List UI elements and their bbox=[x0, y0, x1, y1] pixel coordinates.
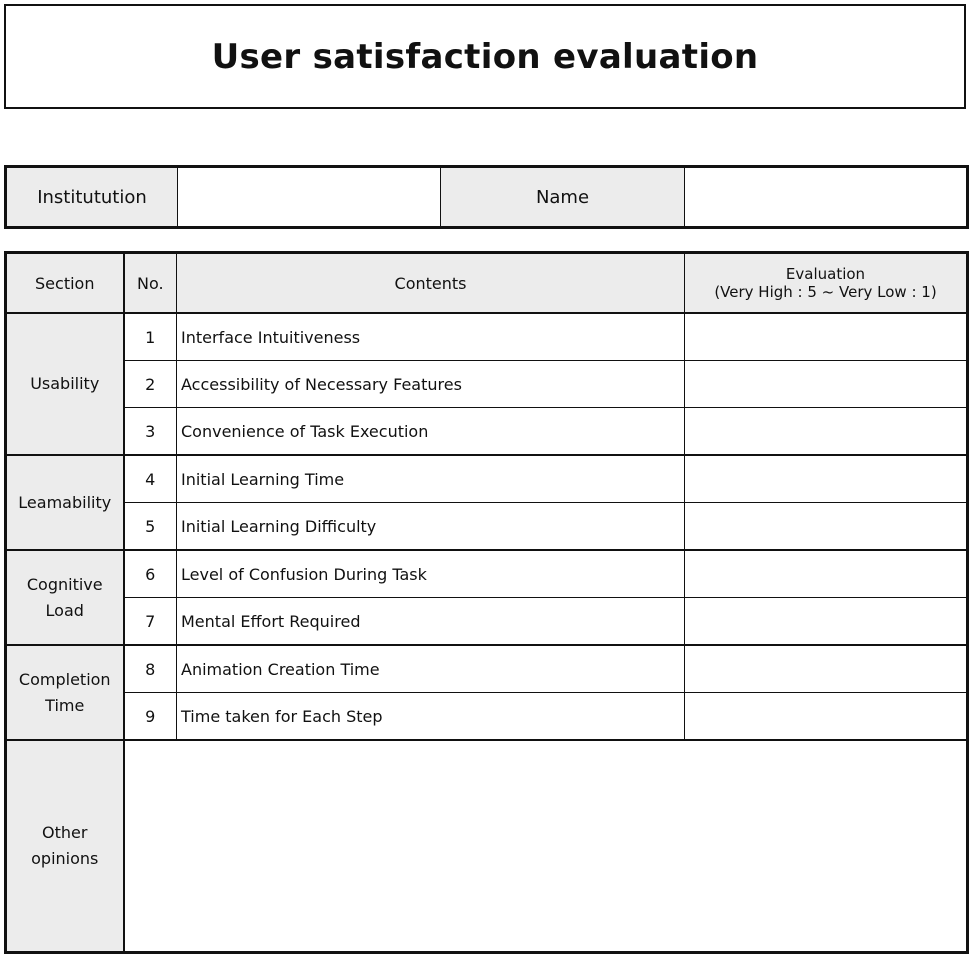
item-number: 9 bbox=[124, 693, 177, 741]
header-no: No. bbox=[124, 253, 177, 314]
header-evaluation bbox=[685, 253, 968, 314]
table-row bbox=[6, 503, 968, 551]
institution-label: Institutution bbox=[6, 167, 178, 228]
score-field[interactable] bbox=[685, 693, 968, 741]
header-contents: Contents bbox=[177, 253, 685, 314]
section-completion-time-line1: Completion bbox=[18, 669, 111, 689]
table-row bbox=[6, 645, 968, 693]
item-content: Initial Learning Difficulty bbox=[177, 503, 685, 551]
score-field[interactable] bbox=[685, 313, 968, 361]
table-row bbox=[6, 693, 968, 741]
table-row bbox=[6, 550, 968, 598]
item-content: Initial Learning Time bbox=[177, 455, 685, 503]
section-learnability: Leamability bbox=[6, 455, 124, 550]
other-opinions-field[interactable] bbox=[124, 740, 968, 953]
item-content: Accessibility of Necessary Features bbox=[177, 361, 685, 408]
header-section: Section bbox=[6, 253, 124, 314]
item-content: Level of Confusion During Task bbox=[177, 550, 685, 598]
item-content: Mental Effort Required bbox=[177, 598, 685, 646]
item-number: 3 bbox=[124, 408, 177, 456]
header-evaluation-scale: (Very High : 5 ~ Very Low : 1) bbox=[714, 283, 937, 301]
score-field[interactable] bbox=[685, 550, 968, 598]
score-field[interactable] bbox=[685, 503, 968, 551]
score-field[interactable] bbox=[685, 408, 968, 456]
evaluation-table bbox=[4, 251, 969, 954]
item-number: 4 bbox=[124, 455, 177, 503]
section-completion-time-line2: Time bbox=[45, 695, 85, 715]
header-evaluation-title: Evaluation bbox=[785, 265, 866, 283]
form-title-box bbox=[4, 4, 966, 109]
other-opinions-line2: opinions bbox=[31, 849, 99, 868]
score-field[interactable] bbox=[685, 598, 968, 646]
section-usability: Usability bbox=[6, 313, 124, 455]
item-number: 6 bbox=[124, 550, 177, 598]
item-number: 2 bbox=[124, 361, 177, 408]
other-opinions-row bbox=[6, 740, 968, 953]
section-cognitive-load bbox=[6, 550, 124, 645]
item-number: 7 bbox=[124, 598, 177, 646]
section-other-opinions bbox=[6, 740, 124, 953]
item-content: Time taken for Each Step bbox=[177, 693, 685, 741]
table-row bbox=[6, 455, 968, 503]
table-row bbox=[6, 408, 968, 456]
item-number: 5 bbox=[124, 503, 177, 551]
item-content: Animation Creation Time bbox=[177, 645, 685, 693]
name-field[interactable] bbox=[685, 167, 968, 228]
item-content: Convenience of Task Execution bbox=[177, 408, 685, 456]
section-completion-time bbox=[6, 645, 124, 740]
score-field[interactable] bbox=[685, 455, 968, 503]
score-field[interactable] bbox=[685, 645, 968, 693]
table-row bbox=[6, 598, 968, 646]
section-cognitive-load-line1: Cognitive bbox=[26, 574, 103, 594]
score-field[interactable] bbox=[685, 361, 968, 408]
section-cognitive-load-line2: Load bbox=[45, 600, 84, 620]
table-row bbox=[6, 313, 968, 361]
name-label: Name bbox=[441, 167, 685, 228]
respondent-info-table bbox=[4, 165, 969, 229]
form-title: User satisfaction evaluation bbox=[211, 36, 759, 77]
item-content: Interface Intuitiveness bbox=[177, 313, 685, 361]
table-row bbox=[6, 361, 968, 408]
institution-field[interactable] bbox=[178, 167, 441, 228]
item-number: 1 bbox=[124, 313, 177, 361]
other-opinions-line1: Other bbox=[42, 823, 88, 842]
item-number: 8 bbox=[124, 645, 177, 693]
